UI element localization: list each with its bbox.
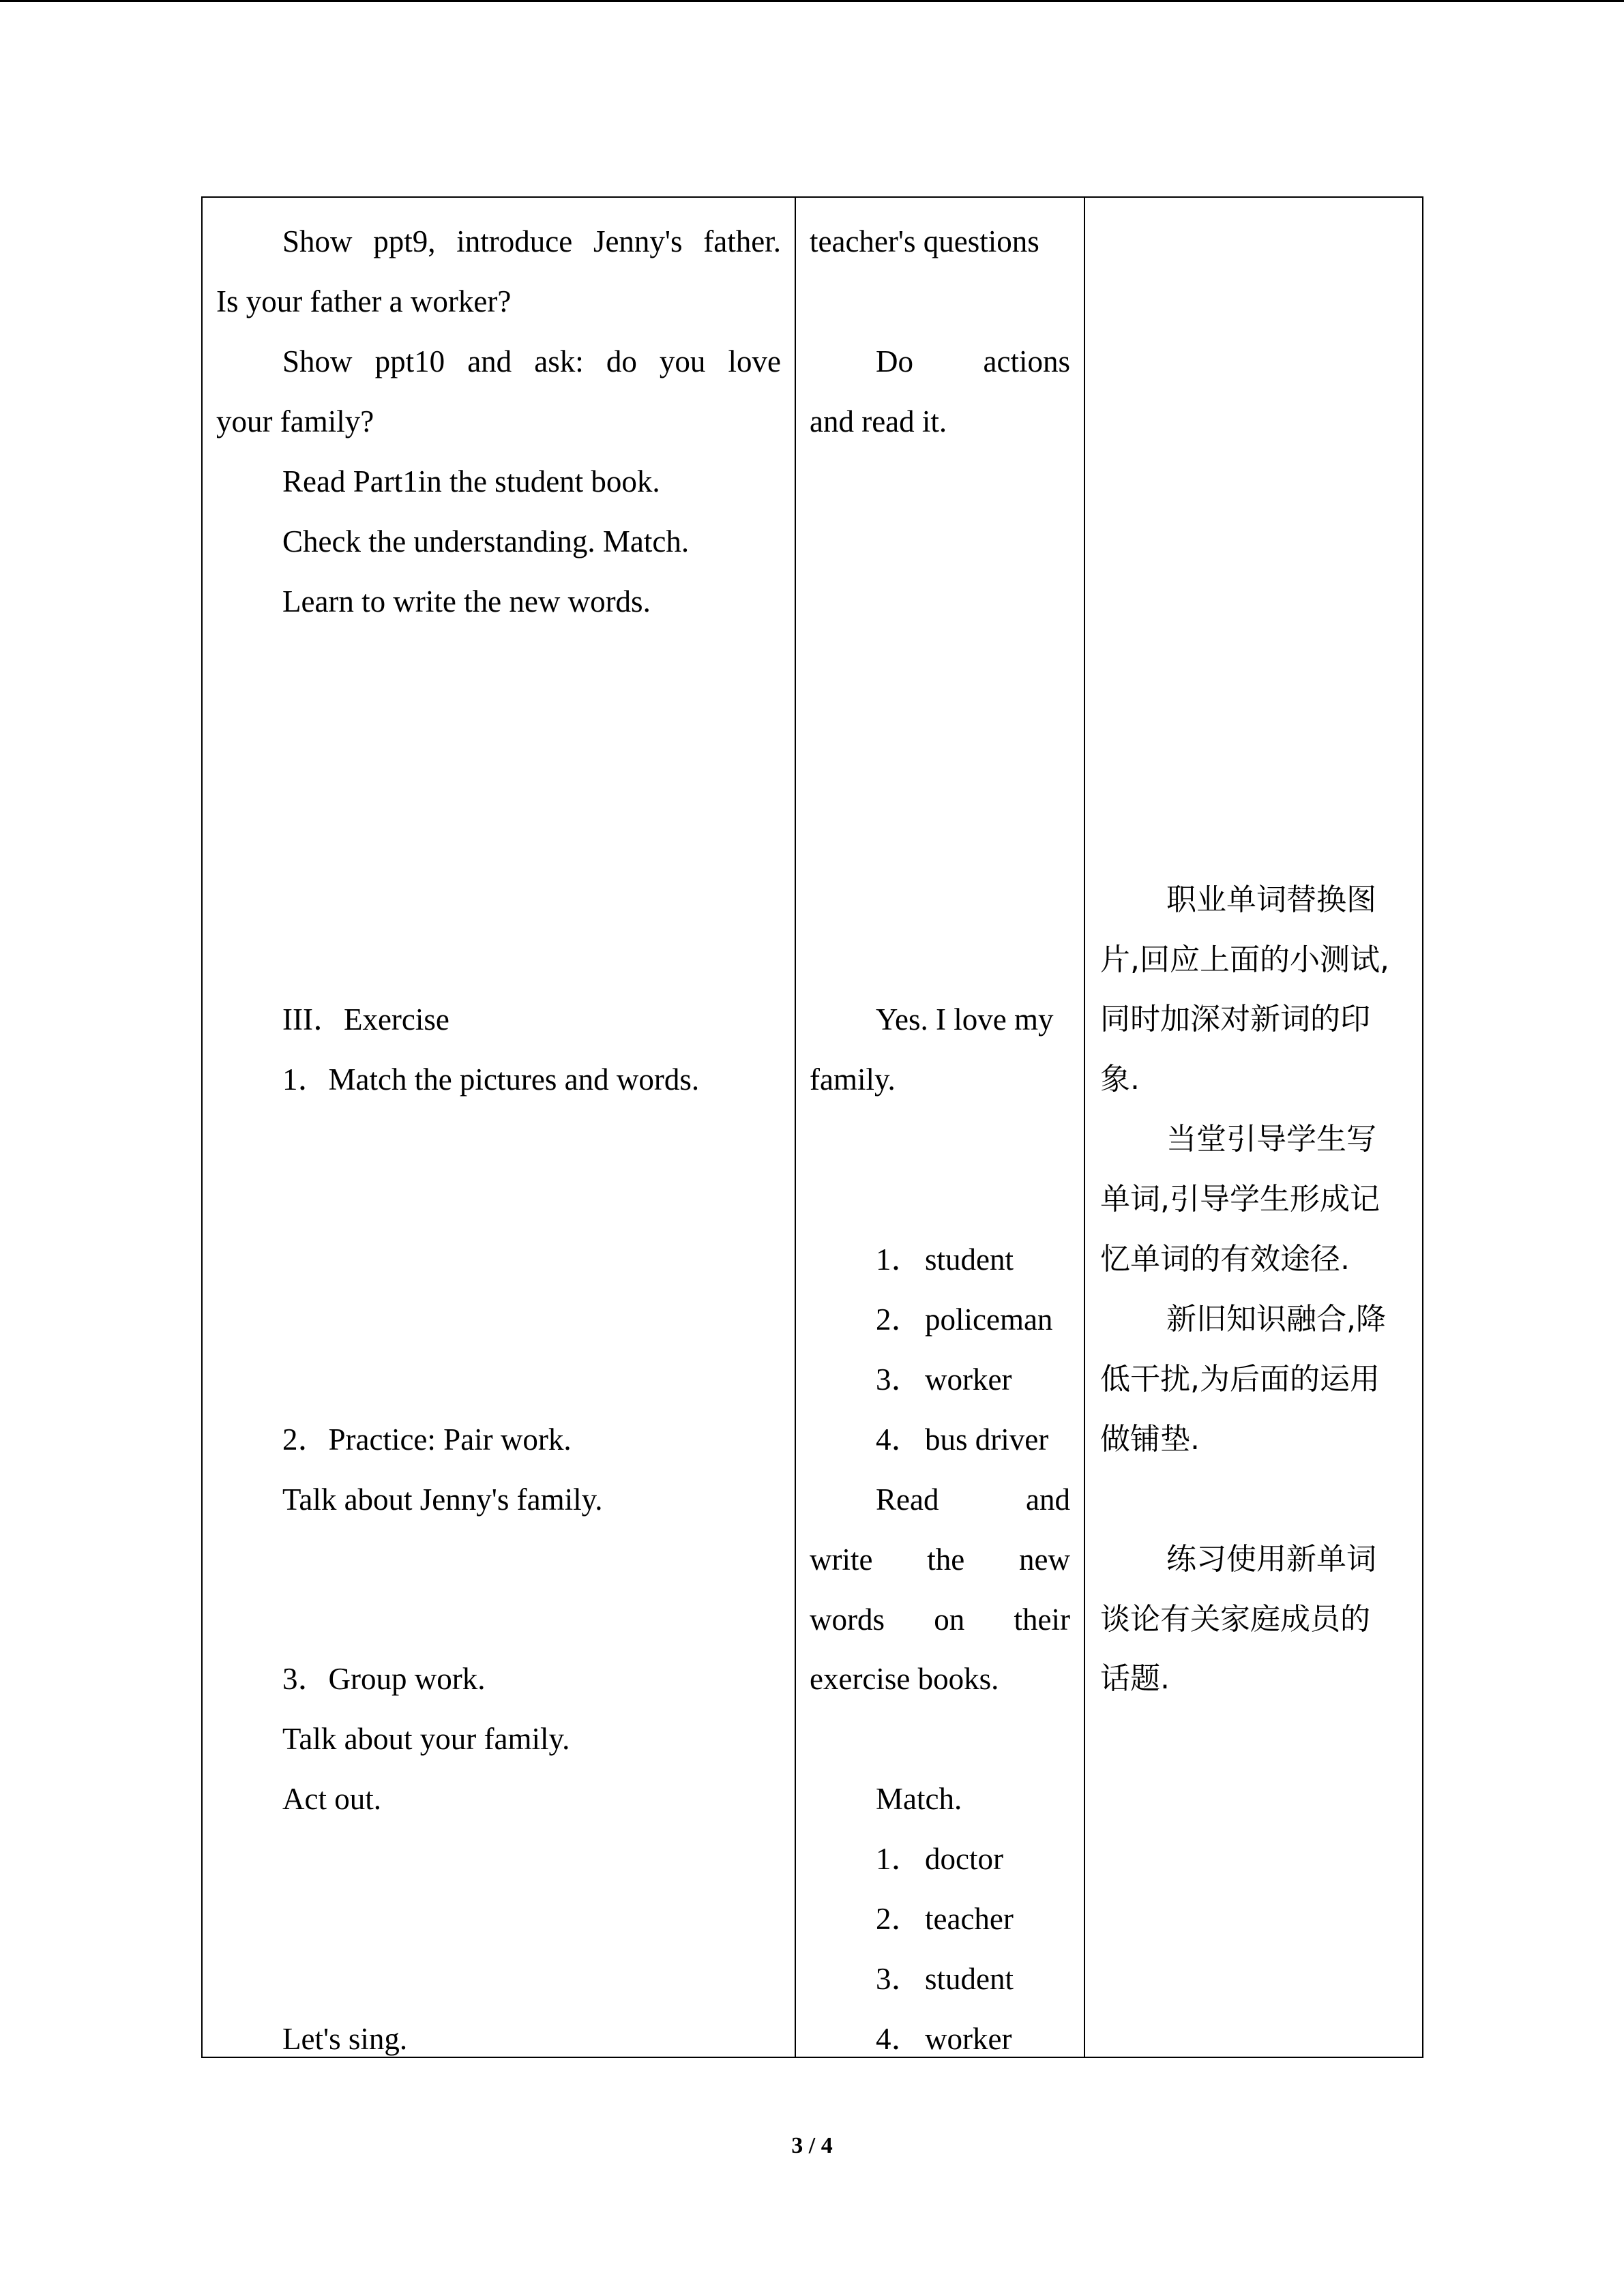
list-word: teacher (925, 1902, 1014, 1936)
text-line: Is your father a worker? (216, 284, 512, 318)
text-line: write the new (810, 1542, 1070, 1577)
list-word: student (925, 1962, 1014, 1996)
text-line: 片,回应上面的小测试, (1100, 942, 1389, 977)
list-word: worker (925, 2022, 1012, 2056)
design-intent-column (1085, 198, 1423, 2057)
text-line: 低干扰,为后面的运用 (1100, 1362, 1380, 1397)
text-line: Show ppt9, introduce Jenny's father. (282, 224, 781, 258)
text-line: Learn to write the new words. (282, 584, 651, 618)
page-number: 3 / 4 (791, 2133, 833, 2158)
text-line: Talk about your family. (282, 1722, 570, 1756)
list-number: 2． (876, 1902, 922, 1936)
text-line: exercise books. (810, 1662, 999, 1696)
list-item (810, 1419, 1070, 1460)
text-line: Match. (876, 1782, 962, 1816)
text-line: 2．Practice: Pair work. (282, 1422, 572, 1457)
text-line: 职业单词替换图 (1166, 882, 1376, 917)
text-line: 当堂引导学生写 (1166, 1122, 1376, 1157)
text-line: Do actions (876, 344, 1070, 378)
list-number: 2． (876, 1302, 922, 1337)
teacher-activity-column (203, 198, 796, 2057)
text-line: 单词,引导学生形成记 (1100, 1182, 1380, 1217)
list-word: student (925, 1242, 1014, 1277)
list-item (810, 1239, 1070, 1280)
list-number: 4． (876, 1422, 922, 1457)
text-line: 同时加深对新词的印 (1100, 1002, 1370, 1037)
text-line: 象. (1100, 1062, 1140, 1097)
text-line: and read it. (810, 404, 947, 438)
list-word: worker (925, 1362, 1012, 1397)
text-line: Show ppt10 and ask: do you love (282, 344, 781, 378)
list-item (810, 1299, 1070, 1340)
list-number: 4． (876, 2022, 922, 2056)
text-line: Act out. (282, 1782, 381, 1816)
list-number: 3． (876, 1362, 922, 1397)
text-line: 新旧知识融合,降 (1166, 1302, 1386, 1337)
lesson-plan-table (201, 196, 1423, 2058)
text-line: 谈论有关家庭成员的 (1100, 1602, 1370, 1637)
list-number: 1． (876, 1842, 922, 1876)
top-border-line (0, 0, 1624, 2)
text-line: 话题. (1100, 1661, 1170, 1696)
list-number: 1． (876, 1242, 922, 1277)
text-line: Let's sing. (282, 2022, 408, 2056)
text-line: Talk about Jenny's family. (282, 1482, 603, 1517)
list-word: bus driver (925, 1422, 1049, 1457)
text-line: 1．Match the pictures and words. (282, 1062, 700, 1097)
list-item (810, 2018, 1070, 2059)
text-line: 忆单词的有效途径. (1100, 1242, 1350, 1277)
text-line: family. (810, 1062, 896, 1097)
list-word: policeman (925, 1302, 1053, 1337)
text-line: Read and (876, 1482, 1070, 1517)
text-line: Read Part1in the student book. (282, 464, 660, 498)
list-item (810, 1359, 1070, 1400)
list-item (810, 1898, 1070, 1939)
exercise-heading: III．Exercise (282, 1002, 449, 1037)
text-line: Yes. I love my (876, 1002, 1054, 1037)
list-word: doctor (925, 1842, 1003, 1876)
student-activity-column (796, 198, 1085, 2057)
text-line: 做铺垫. (1100, 1422, 1200, 1457)
text-line: 练习使用新单词 (1166, 1542, 1376, 1577)
text-line: your family? (216, 404, 374, 438)
list-item (810, 1838, 1070, 1879)
text-line: teacher's questions (810, 224, 1039, 258)
list-item (810, 1958, 1070, 1999)
text-line: 3．Group work. (282, 1662, 486, 1696)
text-line: words on their (810, 1602, 1070, 1637)
text-line: Check the understanding. Match. (282, 524, 690, 558)
list-number: 3． (876, 1962, 922, 1996)
